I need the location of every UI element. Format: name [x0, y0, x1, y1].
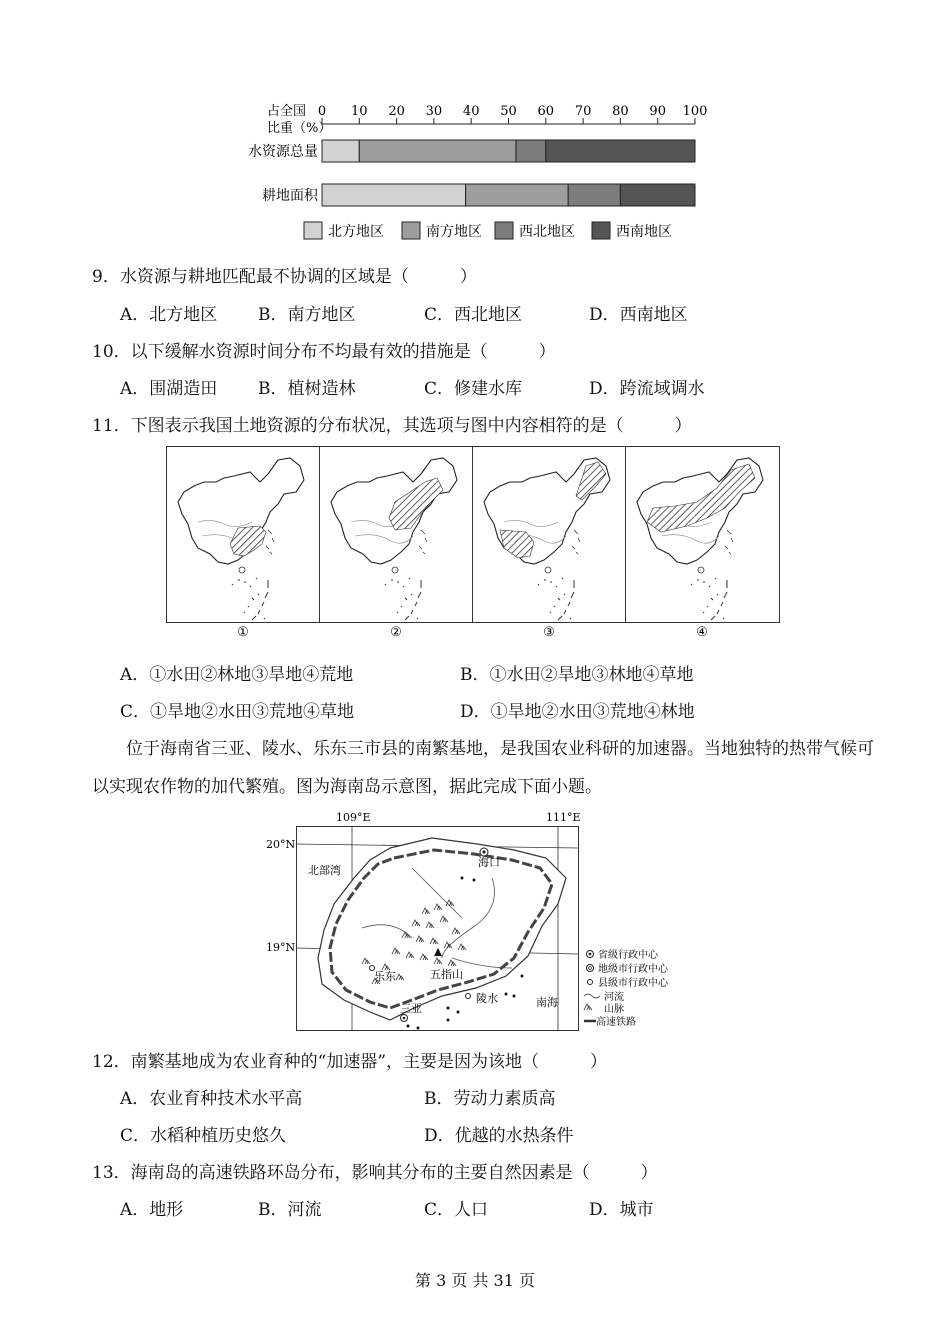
q9-option-c[interactable]: C．西北地区: [424, 305, 523, 325]
lon-label-109: 109°E: [336, 811, 371, 824]
bar-segment: [466, 184, 569, 206]
map-label-2: ②: [390, 625, 402, 640]
x-tick-label: 50: [500, 104, 517, 119]
q13-option-a[interactable]: A．地形: [120, 1200, 184, 1220]
axis-label-top: 占全国: [267, 104, 307, 119]
q11-option-d[interactable]: D．①旱地②水田③荒地④林地: [460, 702, 695, 722]
x-tick-label: 10: [351, 104, 368, 119]
bar-segment: [546, 140, 695, 162]
lat-label-19: 19°N: [266, 941, 296, 954]
q10-option-c[interactable]: C．修建水库: [424, 379, 523, 399]
question-11: 11．下图表示我国土地资源的分布状况，其选项与图中内容相符的是（ ）: [92, 416, 692, 436]
question-10: 10．以下缓解水资源时间分布不均最有效的措施是（ ）: [92, 342, 556, 362]
q11-option-a[interactable]: A．①水田②林地③旱地④荒地: [120, 665, 354, 685]
q10-option-a[interactable]: A．围湖造田: [120, 379, 218, 399]
category-label: 水资源总量: [248, 144, 318, 160]
legend-swatch: [592, 222, 610, 239]
bar-segment: [322, 184, 466, 206]
question-9: 9．水资源与耕地匹配最不协调的区域是（ ）: [92, 267, 477, 287]
legend: [304, 222, 672, 240]
x-tick-label: 80: [612, 104, 629, 119]
bar-segment: [359, 140, 516, 162]
x-tick-label: 100: [682, 104, 708, 119]
bar-segment: [516, 140, 546, 162]
legend-swatch: [495, 222, 513, 239]
legend-label: 西北地区: [519, 224, 575, 240]
place-lingshui: 陵水: [476, 992, 498, 1005]
legend-swatch: [304, 222, 322, 239]
legend-river: 河流: [604, 992, 624, 1003]
q13-option-c[interactable]: C．人口: [424, 1200, 489, 1220]
q9-option-a[interactable]: A．北方地区: [120, 305, 218, 325]
china-land-maps: [166, 446, 780, 641]
page-footer: 第 3 页 共 31 页: [415, 1271, 535, 1290]
q10-option-b[interactable]: B．植树造林: [258, 379, 356, 399]
x-tick-label: 90: [649, 104, 666, 119]
question-12: 12．南繁基地成为农业育种的“加速器”，主要是因为该地（ ）: [92, 1052, 608, 1072]
lat-label-20: 20°N: [266, 838, 296, 851]
x-tick-label: 30: [425, 104, 443, 119]
legend-railway: 高速铁路: [596, 1017, 636, 1028]
map-label-1: ①: [237, 625, 249, 640]
place-haikou: 海口: [478, 856, 500, 869]
map-label-3: ③: [543, 625, 555, 640]
stacked-bar-chart: [230, 98, 720, 248]
question-13: 13．海南岛的高速铁路环岛分布，影响其分布的主要自然因素是（ ）: [92, 1163, 658, 1183]
hainan-map: [262, 808, 692, 1034]
x-tick-label: 40: [462, 104, 480, 119]
axis-label-bottom: 比重（%）: [267, 121, 332, 136]
q9-option-b[interactable]: B．南方地区: [258, 305, 356, 325]
q12-option-b[interactable]: B．劳动力素质高: [424, 1089, 556, 1109]
x-tick-label: 20: [388, 104, 405, 119]
x-axis: [318, 104, 708, 124]
category-label: 耕地面积: [262, 188, 318, 204]
legend-provincial-center: 省级行政中心: [598, 950, 658, 961]
lon-label-111: 111°E: [546, 811, 581, 824]
bar-segment: [322, 140, 359, 162]
legend-mountain: 山脉: [604, 1004, 624, 1015]
bar-segment: [568, 184, 620, 206]
legend-label: 南方地区: [426, 224, 482, 240]
legend-label: 北方地区: [328, 224, 384, 240]
q9-option-d[interactable]: D．西南地区: [589, 305, 688, 325]
map-legend: [584, 948, 669, 1028]
x-tick-label: 60: [537, 104, 555, 119]
x-tick-label: 0: [317, 104, 327, 119]
q11-option-b[interactable]: B．①水田②旱地③林地④草地: [460, 665, 694, 685]
q10-option-d[interactable]: D．跨流域调水: [589, 379, 705, 399]
q12-option-d[interactable]: D．优越的水热条件: [424, 1126, 574, 1146]
place-sanya: 三亚: [400, 1002, 422, 1015]
legend-county-center: 县级市行政中心: [598, 978, 668, 989]
q11-option-c[interactable]: C．①旱地②水田③荒地④草地: [120, 702, 355, 722]
category-labels: [248, 143, 319, 204]
passage: 位于海南省三亚、陵水、乐东三市县的南繁基地，是我国农业科研的加速器。当地独特的热带气候可以实现农作物的加代繁殖。图为海南岛示意图，据此完成下面小题。: [92, 739, 874, 797]
legend-label: 西南地区: [616, 224, 672, 240]
place-beibuwan: 北部湾: [308, 864, 341, 877]
q13-option-d[interactable]: D．城市: [589, 1200, 654, 1220]
bar-segment: [620, 184, 695, 206]
bars: [322, 140, 695, 206]
place-nanhai: 南海: [536, 996, 558, 1009]
map-label-4: ④: [696, 625, 708, 640]
place-ledong: 乐东: [374, 970, 396, 983]
legend-prefecture-center: 地级市行政中心: [598, 964, 668, 975]
q12-option-a[interactable]: A．农业育种技术水平高: [120, 1089, 303, 1109]
legend-swatch: [402, 222, 420, 239]
q13-option-b[interactable]: B．河流: [258, 1200, 322, 1220]
q12-option-c[interactable]: C．水稻种植历史悠久: [120, 1126, 287, 1146]
x-tick-label: 70: [574, 104, 592, 119]
place-wuzhishan: 五指山: [430, 968, 463, 981]
